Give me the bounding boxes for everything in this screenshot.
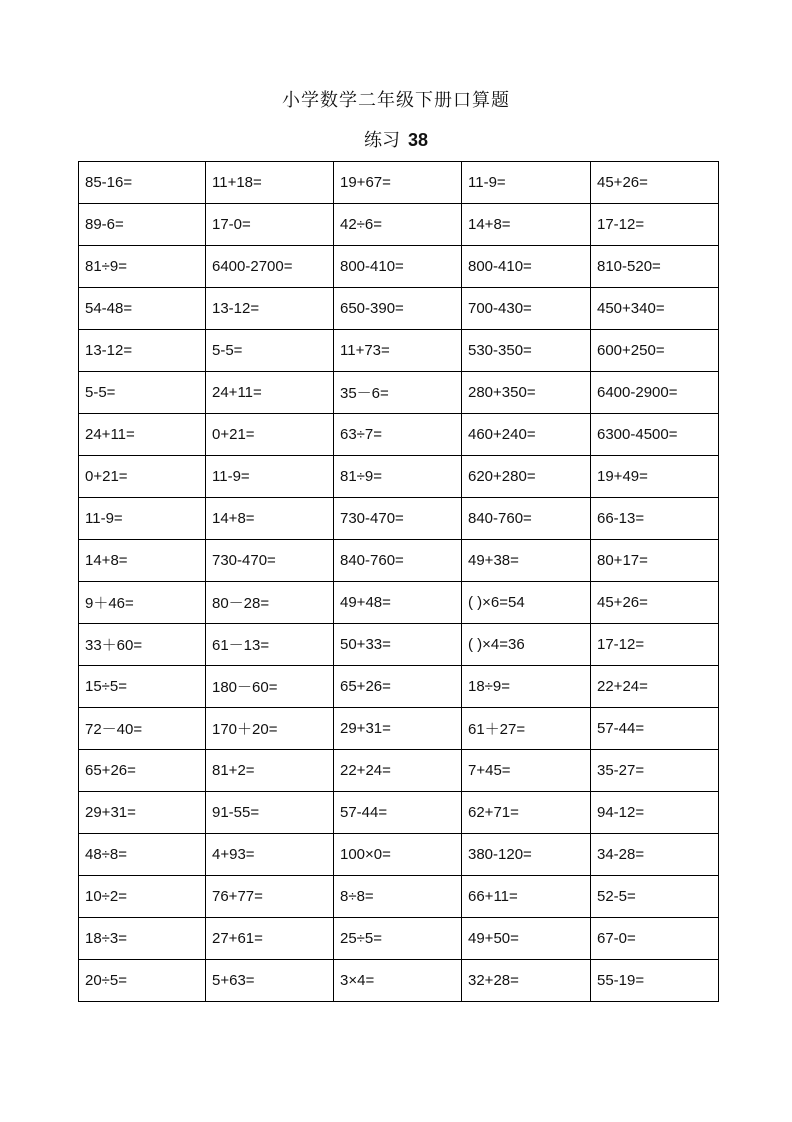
problem-text: 100×0= [340,846,391,863]
problem-cell [79,414,206,456]
problem-text: 65+26= [85,762,136,779]
problem-text: 11-9= [85,510,123,527]
problem-text: 18÷9= [468,678,511,695]
table-row [79,624,719,666]
problem-text: 80－28= [212,595,270,612]
problem-text: 25÷5= [340,930,383,947]
problem-text: 5-5= [85,384,116,401]
page-title: 小学数学二年级下册口算题 [282,90,510,111]
table-row [79,666,719,708]
problem-cell [79,960,206,1002]
problem-text: 61－13= [212,637,270,654]
problem-text: 52-5= [597,888,636,905]
problem-cell [334,624,462,666]
problem-text: 730-470= [212,552,276,569]
problem-cell [206,330,334,372]
problem-text: 6300-4500= [597,426,678,443]
problem-text: 49+38= [468,552,519,569]
table-row [79,792,719,834]
problem-text: 8÷8= [340,888,374,905]
problem-cell [334,330,462,372]
problem-cell [591,582,719,624]
problem-text: 19+49= [597,468,648,485]
problem-text: 19+67= [340,174,391,191]
table-row [79,372,719,414]
problem-cell [79,708,206,750]
problem-cell [206,204,334,246]
problem-cell [334,288,462,330]
problem-cell [591,414,719,456]
problem-cell [591,246,719,288]
problem-cell [462,834,591,876]
problem-text: 42÷6= [340,216,383,233]
problem-cell [462,750,591,792]
problem-cell [206,288,334,330]
problem-text: 810-520= [597,258,661,275]
table-row [79,708,719,750]
problem-text: 34-28= [597,846,645,863]
problem-text: 62+71= [468,804,519,821]
problem-text: 11+18= [212,174,262,191]
problem-text: 4+93= [212,846,255,863]
problem-cell [79,876,206,918]
problem-cell [334,792,462,834]
problem-text: ( )×4=36 [468,636,525,653]
problem-cell [591,456,719,498]
problem-text: 840-760= [468,510,532,527]
problem-text: 600+250= [597,342,665,359]
table-row [79,330,719,372]
table-row [79,918,719,960]
problem-cell [462,456,591,498]
problem-cell [462,960,591,1002]
problem-cell [462,876,591,918]
problem-text: 170＋20= [212,721,278,738]
table-row [79,540,719,582]
table-row [79,246,719,288]
problem-text: 89-6= [85,216,124,233]
problem-text: 85-16= [85,174,133,191]
problem-cell [462,498,591,540]
problem-cell [334,918,462,960]
problem-cell [206,792,334,834]
problem-text: 840-760= [340,552,404,569]
problem-text: 33＋60= [85,637,143,654]
problem-cell [79,624,206,666]
problem-cell [79,498,206,540]
problem-text: 10÷2= [85,888,128,905]
problem-cell [334,834,462,876]
problem-cell [79,834,206,876]
problem-text: 57-44= [340,804,388,821]
problem-text: 22+24= [340,762,391,779]
problem-text: 9＋46= [85,595,134,612]
problem-cell [334,708,462,750]
problem-cell [206,750,334,792]
problem-text: 65+26= [340,678,391,695]
problem-cell [79,666,206,708]
problem-cell [79,372,206,414]
problem-text: ( )×6=54 [468,594,525,611]
problem-text: 48÷8= [85,846,128,863]
problem-text: 11-9= [212,468,250,485]
problem-cell [462,708,591,750]
problem-text: 5+63= [212,972,255,989]
problem-cell [79,288,206,330]
table-row [79,960,719,1002]
problem-cell [334,204,462,246]
problem-text: 14+8= [212,510,255,527]
problem-text: 530-350= [468,342,532,359]
problem-text: 0+21= [85,468,128,485]
problem-cell [206,246,334,288]
problem-cell [462,246,591,288]
problem-text: 81+2= [212,762,255,779]
problem-cell [591,792,719,834]
problem-cell [206,456,334,498]
problem-cell [591,540,719,582]
problem-cell [591,750,719,792]
problem-cell [591,960,719,1002]
problem-text: 6400-2700= [212,258,293,275]
table-row [79,582,719,624]
problem-cell [591,624,719,666]
problem-cell [462,582,591,624]
table-row [79,414,719,456]
problem-cell [79,330,206,372]
problem-text: 45+26= [597,594,648,611]
problem-text: 7+45= [468,762,511,779]
problem-cell [206,960,334,1002]
problem-text: 0+21= [212,426,255,443]
problem-text: 17-12= [597,216,645,233]
practice-label: 练习 [363,130,400,151]
problem-text: 45+26= [597,174,648,191]
table-row [79,876,719,918]
problem-cell [334,960,462,1002]
practice-number: 38 [407,130,429,150]
problem-cell [206,162,334,204]
problem-cell [591,330,719,372]
problem-cell [334,456,462,498]
problem-text: 54-48= [85,300,133,317]
problem-text: 380-120= [468,846,532,863]
problem-cell [462,414,591,456]
problem-text: 800-410= [468,258,532,275]
problem-text: 450+340= [597,300,665,317]
arithmetic-table [78,161,719,1002]
problem-text: 32+28= [468,972,519,989]
problem-cell [79,750,206,792]
problem-cell [206,498,334,540]
problem-text: 35-27= [597,762,645,779]
problem-cell [206,876,334,918]
problem-cell [206,834,334,876]
problem-text: 76+77= [212,888,263,905]
problem-cell [462,666,591,708]
problem-cell [591,666,719,708]
problem-cell [591,204,719,246]
practice-heading [0,126,792,152]
arithmetic-table-body [79,162,719,1002]
problem-cell [334,414,462,456]
problem-text: 49+48= [340,594,391,611]
problem-cell [79,204,206,246]
problem-cell [591,918,719,960]
table-row [79,456,719,498]
problem-cell [206,918,334,960]
problem-text: 57-44= [597,720,645,737]
problem-text: 620+280= [468,468,536,485]
problem-cell [334,498,462,540]
problem-cell [462,162,591,204]
problem-cell [206,708,334,750]
problem-text: 280+350= [468,384,536,401]
problem-text: 20÷5= [85,972,128,989]
problem-cell [334,246,462,288]
problem-text: 29+31= [340,720,391,737]
problem-cell [206,372,334,414]
problem-cell [334,582,462,624]
problem-cell [206,540,334,582]
problem-text: 15÷5= [85,678,128,695]
table-row [79,288,719,330]
problem-text: 3×4= [340,972,375,989]
problem-cell [334,876,462,918]
problem-cell [462,918,591,960]
problem-cell [334,750,462,792]
problem-text: 49+50= [468,930,519,947]
problem-text: 24+11= [212,384,262,401]
problem-text: 14+8= [468,216,511,233]
problem-cell [462,792,591,834]
problem-text: 29+31= [85,804,136,821]
problem-text: 650-390= [340,300,404,317]
problem-cell [591,834,719,876]
problem-cell [462,204,591,246]
problem-text: 63÷7= [340,426,383,443]
problem-cell [334,540,462,582]
problem-text: 11+73= [340,342,390,359]
problem-cell [206,414,334,456]
problem-cell [591,876,719,918]
problem-text: 700-430= [468,300,532,317]
problem-text: 35－6= [340,385,389,402]
problem-cell [462,288,591,330]
problem-text: 80+17= [597,552,648,569]
problem-text: 67-0= [597,930,636,947]
problem-cell [79,162,206,204]
problem-cell [591,372,719,414]
problem-text: 72－40= [85,721,143,738]
problem-text: 460+240= [468,426,536,443]
table-row [79,750,719,792]
problem-text: 91-55= [212,804,260,821]
problem-cell [79,792,206,834]
problem-text: 81÷9= [340,468,383,485]
problem-text: 800-410= [340,258,404,275]
problem-text: 11-9= [468,174,506,191]
table-row [79,204,719,246]
problem-text: 27+61= [212,930,263,947]
problem-cell [79,456,206,498]
problem-text: 730-470= [340,510,404,527]
problem-cell [591,162,719,204]
problem-cell [334,666,462,708]
problem-text: 61＋27= [468,721,526,738]
problem-cell [462,624,591,666]
problem-cell [591,708,719,750]
problem-cell [462,330,591,372]
problem-cell [591,498,719,540]
problem-cell [79,582,206,624]
problem-text: 17-0= [212,216,251,233]
problem-text: 13-12= [212,300,260,317]
problem-cell [591,288,719,330]
problem-cell [79,918,206,960]
problem-text: 17-12= [597,636,645,653]
problem-cell [334,162,462,204]
problem-cell [79,540,206,582]
problem-text: 94-12= [597,804,645,821]
table-row [79,834,719,876]
problem-text: 24+11= [85,426,135,443]
problem-text: 13-12= [85,342,133,359]
problem-text: 22+24= [597,678,648,695]
problem-text: 50+33= [340,636,391,653]
problem-cell [462,540,591,582]
problem-cell [206,582,334,624]
problem-text: 18÷3= [85,930,128,947]
problem-cell [79,246,206,288]
problem-cell [206,666,334,708]
problem-text: 81÷9= [85,258,128,275]
problem-cell [462,372,591,414]
problem-text: 6400-2900= [597,384,678,401]
problem-text: 66+11= [468,888,518,905]
problem-cell [206,624,334,666]
table-row [79,162,719,204]
problem-text: 5-5= [212,342,243,359]
problem-text: 180－60= [212,679,278,696]
problem-text: 14+8= [85,552,128,569]
problem-text: 66-13= [597,510,645,527]
table-row [79,498,719,540]
problem-text: 55-19= [597,972,645,989]
problem-cell [334,372,462,414]
